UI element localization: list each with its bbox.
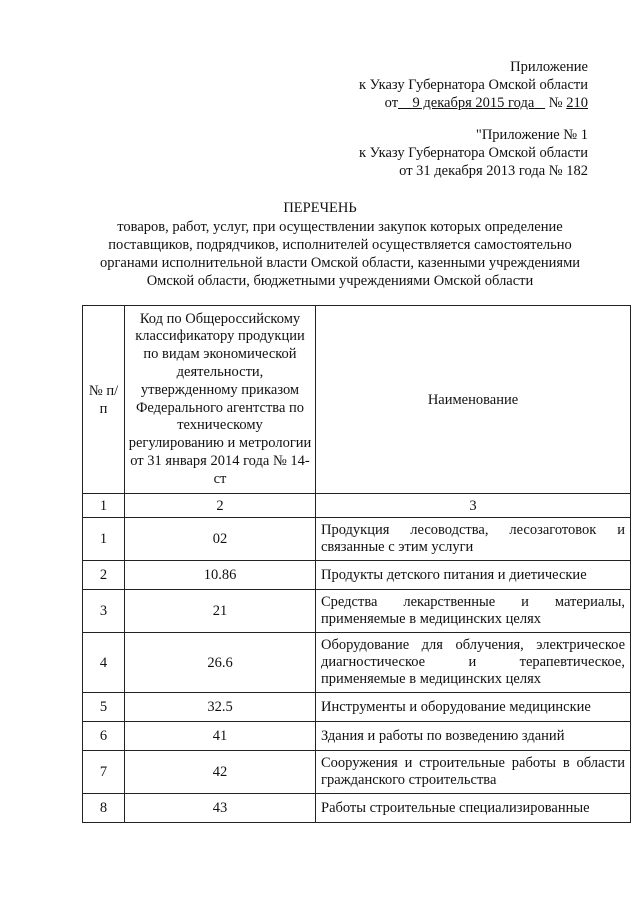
row-num: 8 bbox=[83, 794, 125, 823]
row-num: 2 bbox=[83, 561, 125, 590]
row-name: Здания и работы по возведению зданий bbox=[316, 722, 631, 751]
document-subtitle bbox=[82, 218, 598, 290]
subtitle-line: Омской области, бюджетными учреждениями Омской области bbox=[146, 273, 534, 289]
original-appendix-header bbox=[359, 126, 588, 180]
date-prefix: от bbox=[384, 95, 399, 111]
table-row bbox=[83, 518, 631, 561]
row-code: 26.6 bbox=[125, 633, 316, 693]
decree-date: 9 декабря 2015 года bbox=[412, 95, 535, 111]
table-row bbox=[83, 633, 631, 693]
row-num: 5 bbox=[83, 693, 125, 722]
row-name: Инструменты и оборудование медицинские bbox=[316, 693, 631, 722]
column-number: 3 bbox=[316, 494, 631, 518]
table-row bbox=[83, 590, 631, 633]
column-number: 2 bbox=[125, 494, 316, 518]
header-num: № п/п bbox=[83, 306, 125, 494]
row-num: 6 bbox=[83, 722, 125, 751]
table-row bbox=[83, 693, 631, 722]
column-number: 1 bbox=[83, 494, 125, 518]
subtitle-line: органами исполнительной власти Омской области, казенными учреждениями bbox=[99, 255, 581, 271]
subtitle-line: товаров, работ, услуг, при осуществлении закупок которых определение bbox=[117, 219, 563, 235]
subtitle-line: поставщиков, подрядчиков, исполнителей осуществляется самостоятельно bbox=[108, 237, 572, 253]
row-code: 43 bbox=[125, 794, 316, 823]
original-decree-reference: к Указу Губернатора Омской области bbox=[358, 145, 588, 161]
row-num: 1 bbox=[83, 518, 125, 561]
goods-list-table bbox=[82, 305, 631, 823]
row-name: Продукты детского питания и диетические bbox=[316, 561, 631, 590]
original-appendix-label: "Приложение № 1 bbox=[475, 127, 588, 143]
row-name: Работы строительные специализированные bbox=[316, 794, 631, 823]
table-row bbox=[83, 751, 631, 794]
table-row bbox=[83, 561, 631, 590]
row-num: 4 bbox=[83, 633, 125, 693]
decree-reference: к Указу Губернатора Омской области bbox=[358, 77, 588, 93]
row-num: 3 bbox=[83, 590, 125, 633]
row-num: 7 bbox=[83, 751, 125, 794]
table-row bbox=[83, 722, 631, 751]
decree-number: 210 bbox=[566, 95, 588, 111]
row-code: 42 bbox=[125, 751, 316, 794]
row-code: 21 bbox=[125, 590, 316, 633]
table-row bbox=[83, 794, 631, 823]
column-number-row bbox=[83, 494, 631, 518]
row-name: Средства лекарственные и материалы, применяемые в медицинских целях bbox=[316, 590, 631, 633]
appendix-header bbox=[359, 58, 588, 112]
original-decree-date: от 31 декабря 2013 года № 182 bbox=[399, 163, 588, 179]
appendix-label: Приложение bbox=[510, 59, 588, 75]
row-name: Оборудование для облучения, электрическое диагностическое и терапевтическое, применяемые в медицинских целях bbox=[316, 633, 631, 693]
row-name: Продукция лесоводства, лесозаготовок и связанные с этим услуги bbox=[316, 518, 631, 561]
row-name: Сооружения и строительные работы в области гражданского строительства bbox=[316, 751, 631, 794]
header-name: Наименование bbox=[316, 306, 631, 494]
header-code: Код по Общероссийскому классификатору продукции по видам экономической деятельности, утвержденному приказом Федерального агентства по техническому регулированию и метрологии от 31 января 2014 года № 14-ст bbox=[125, 306, 316, 494]
document-title: ПЕРЕЧЕНЬ bbox=[283, 200, 357, 216]
row-code: 32.5 bbox=[125, 693, 316, 722]
row-code: 10.86 bbox=[125, 561, 316, 590]
row-code: 02 bbox=[125, 518, 316, 561]
number-prefix: № bbox=[548, 95, 563, 111]
table-header-row bbox=[83, 306, 631, 494]
row-code: 41 bbox=[125, 722, 316, 751]
decree-date-line bbox=[359, 94, 588, 112]
